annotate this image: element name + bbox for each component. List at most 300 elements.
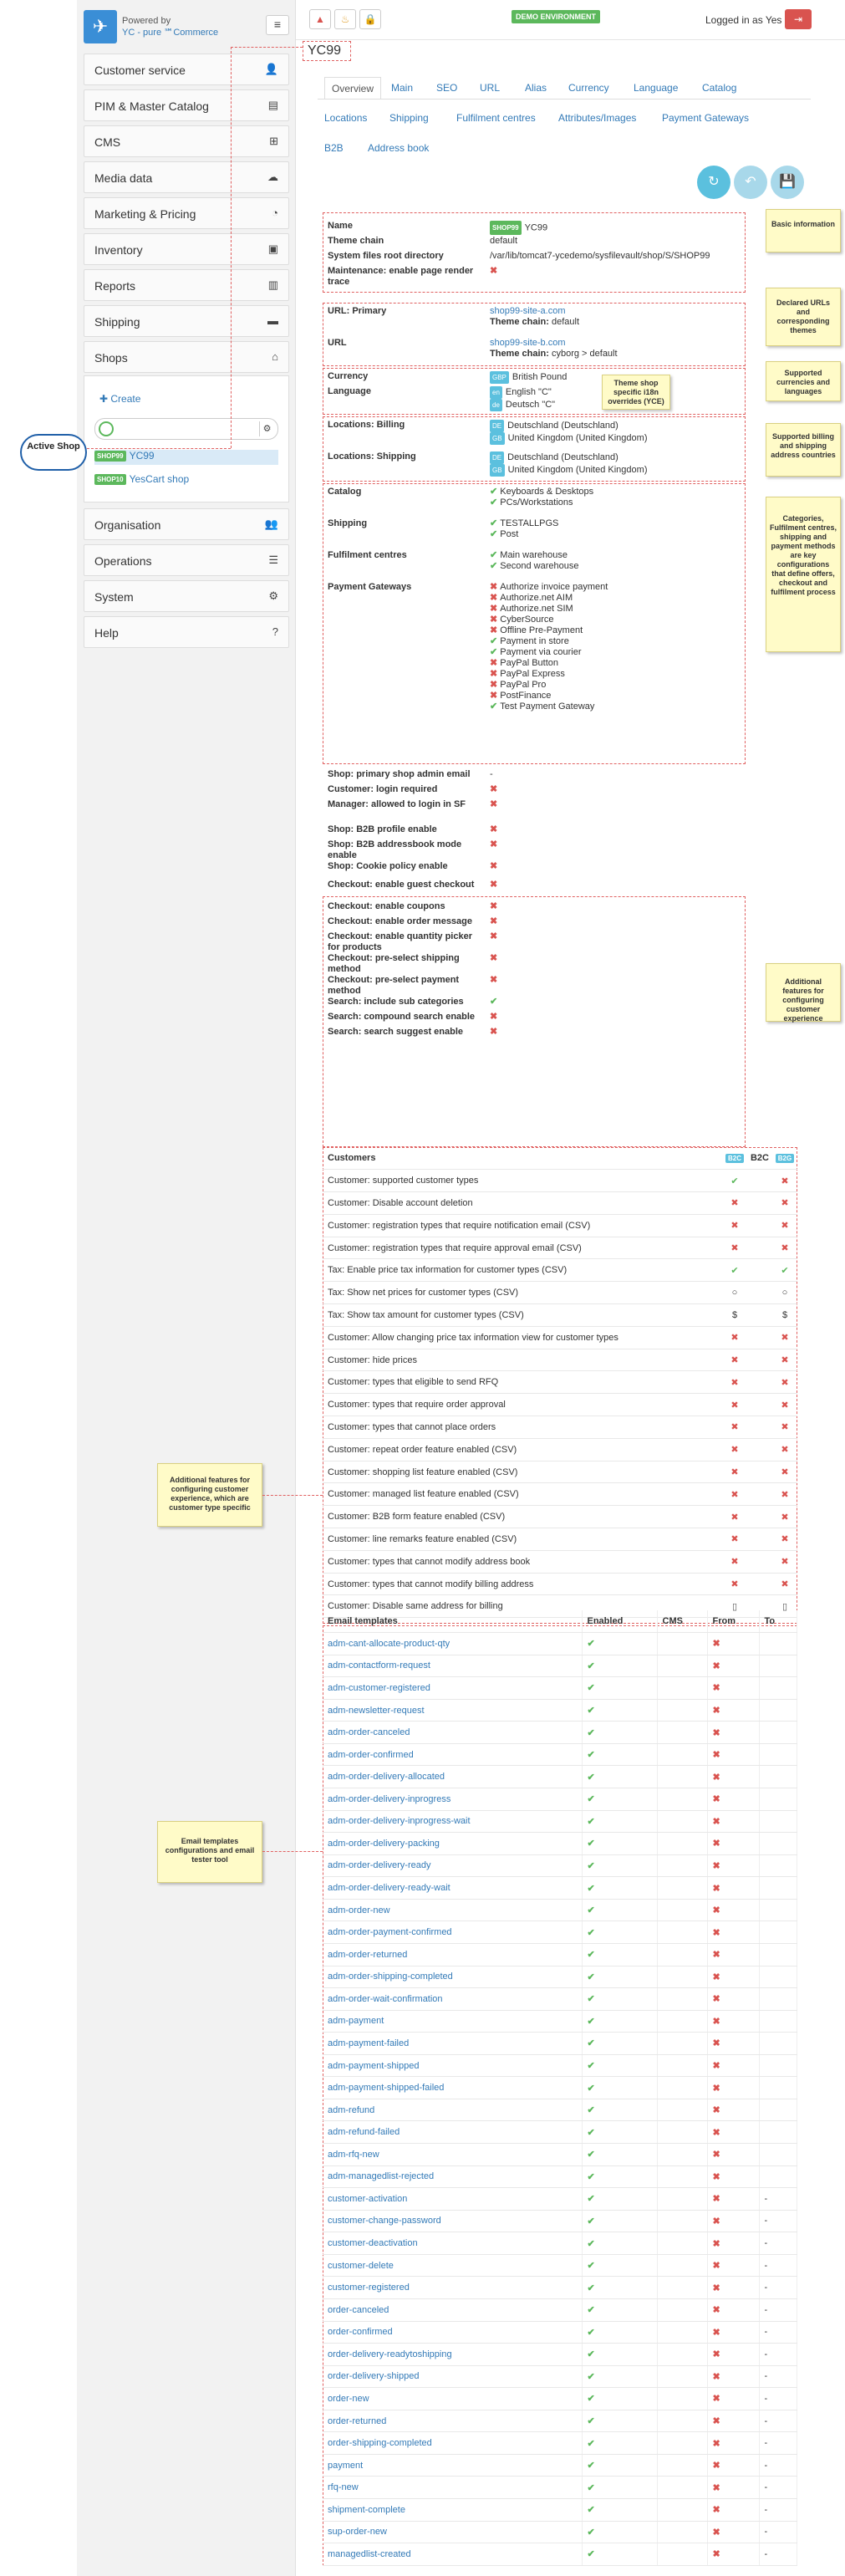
setting-b2c-value[interactable]: ✖ — [722, 1573, 747, 1595]
gear-icon[interactable]: ⚙ — [259, 421, 274, 436]
cms-cell — [657, 2254, 707, 2277]
customer-setting[interactable]: Tax: Show tax amount for customer types (CSV) — [323, 1304, 722, 1327]
cms-cell — [657, 2432, 707, 2455]
to-cell: - — [759, 2298, 797, 2321]
setting-b2g-value[interactable]: ✖ — [772, 1237, 797, 1259]
setting-b2g-value[interactable]: ✖ — [772, 1528, 797, 1551]
setting-b2g-value[interactable]: ✖ — [772, 1550, 797, 1573]
enabled-check-icon: ✔ — [582, 2210, 657, 2232]
table-row — [323, 1573, 797, 1595]
setting-b2g-value[interactable]: ✖ — [772, 1461, 797, 1483]
email-template-link[interactable]: order-shipping-completed — [323, 2432, 582, 2455]
from-cross-icon: ✖ — [707, 2477, 759, 2499]
setting-b2c-value[interactable]: $ — [722, 1304, 747, 1327]
enabled-check-icon: ✔ — [582, 1899, 657, 1921]
theme-chain-value: default — [551, 317, 579, 327]
lock-icon[interactable]: 🔒 — [359, 9, 381, 29]
brand-name[interactable]: YC - pure ℠Commerce — [122, 28, 219, 38]
check-icon: ✔ — [490, 518, 501, 528]
country-value: Deutschland (Deutschland) — [507, 452, 618, 462]
row-label: Search: compound search enable — [328, 1012, 476, 1022]
customer-setting[interactable]: Customer: line remarks feature enabled (CSV) — [323, 1528, 722, 1551]
from-cross-icon: ✖ — [707, 1833, 759, 1855]
from-cross-icon: ✖ — [707, 2232, 759, 2255]
setting-b2g-value[interactable]: ✔ — [772, 1259, 797, 1282]
cross-icon: ✖ — [490, 880, 498, 890]
email-template-link[interactable]: adm-order-canceled — [323, 1722, 582, 1744]
sidebar-item[interactable] — [84, 269, 289, 301]
cross-icon: ✖ — [490, 916, 498, 926]
setting-b2c-value[interactable]: ✔ — [722, 1259, 747, 1282]
email-template-link[interactable]: customer-change-password — [323, 2210, 582, 2232]
row-label: Currency — [328, 371, 369, 381]
shop-filter-input[interactable] — [94, 418, 278, 440]
setting-b2g-value[interactable]: ▯ — [772, 1595, 797, 1618]
country-badge: GB — [490, 432, 505, 445]
email-template-link[interactable]: adm-cant-allocate-product-qty — [323, 1633, 582, 1655]
to-cell — [759, 1633, 797, 1655]
enabled-check-icon: ✔ — [582, 2454, 657, 2477]
email-template-link[interactable]: managedlist-created — [323, 2543, 582, 2566]
email-template-link[interactable]: adm-order-wait-confirmation — [323, 1988, 582, 2011]
cms-cell — [657, 1966, 707, 1988]
sidebar-item[interactable] — [84, 341, 289, 373]
customer-setting[interactable]: Customer: managed list feature enabled (CSV) — [323, 1483, 722, 1506]
enabled-check-icon: ✔ — [582, 2365, 657, 2388]
table-row — [323, 1259, 797, 1282]
note-additional: Additional features for configuring customer experience — [766, 963, 841, 1022]
catalog-box — [323, 483, 746, 764]
sidebar-item-label: Shipping — [94, 315, 140, 329]
logo-icon[interactable]: ✈ — [84, 10, 117, 43]
row-label: Checkout: enable guest checkout — [328, 880, 475, 890]
customer-setting[interactable]: Customer: types that require order approval — [323, 1394, 722, 1416]
enabled-check-icon: ✔ — [582, 2277, 657, 2299]
cms-cell — [657, 2410, 707, 2432]
menu-toggle-button[interactable]: ≡ — [266, 15, 289, 35]
email-template-link[interactable]: adm-payment-shipped-failed — [323, 2077, 582, 2099]
row-label: Manager: allowed to login in SF — [328, 799, 466, 809]
email-template-link[interactable]: shipment-complete — [323, 2499, 582, 2522]
from-cross-icon: ✖ — [707, 2277, 759, 2299]
note-basic: Basic information — [766, 209, 841, 252]
country-badge: DE — [490, 451, 504, 464]
tab-main[interactable]: Main — [391, 82, 414, 94]
enabled-check-icon: ✔ — [582, 1966, 657, 1988]
table-row — [323, 1677, 797, 1700]
setting-b2c-value[interactable]: ○ — [722, 1282, 747, 1304]
cross-icon: ✖ — [490, 582, 501, 592]
connector-line — [231, 47, 303, 48]
email-template-link[interactable]: adm-customer-registered — [323, 1677, 582, 1700]
sidebar-item-label: Inventory — [94, 243, 143, 257]
from-cross-icon: ✖ — [707, 2188, 759, 2211]
cms-cell — [657, 2165, 707, 2188]
check-icon: ✔ — [490, 636, 501, 646]
cross-icon: ✖ — [490, 669, 501, 679]
customer-setting[interactable]: Customer: B2B form feature enabled (CSV) — [323, 1506, 722, 1528]
tab-overview[interactable]: Overview — [324, 77, 381, 99]
email-template-link[interactable]: order-canceled — [323, 2298, 582, 2321]
to-cell — [759, 1921, 797, 1944]
email-template-link[interactable]: payment — [323, 2454, 582, 2477]
customer-setting[interactable]: Customer: repeat order feature enabled (CSV) — [323, 1438, 722, 1461]
bar-chart-icon: ▥ — [267, 278, 278, 291]
from-cross-icon: ✖ — [707, 2033, 759, 2055]
to-cell: - — [759, 2232, 797, 2255]
email-template-link[interactable]: rfq-new — [323, 2477, 582, 2499]
customer-setting[interactable]: Customer: Disable same address for billing — [323, 1595, 722, 1618]
cms-cell — [657, 2499, 707, 2522]
row-label: Theme chain — [328, 236, 384, 246]
create-shop-link[interactable]: ✚ Create — [99, 393, 141, 405]
to-cell — [759, 2077, 797, 2099]
email-template-link[interactable]: adm-payment-shipped — [323, 2054, 582, 2077]
table-row — [323, 2410, 797, 2432]
setting-b2c-value[interactable]: ✖ — [722, 1394, 747, 1416]
note-urls: Declared URLs and corresponding themes — [766, 288, 841, 346]
customer-setting[interactable]: Customer: types that cannot modify address book — [323, 1550, 722, 1573]
tab-b-b[interactable]: B2B — [324, 142, 344, 154]
undo-button[interactable]: ↶ — [734, 166, 767, 199]
home-icon: ⌂ — [272, 350, 278, 363]
tab-currency[interactable]: Currency — [568, 82, 609, 94]
url-primary-link[interactable]: shop99-site-a.com — [490, 306, 566, 316]
from-cross-icon: ✖ — [707, 2499, 759, 2522]
from-cross-icon: ✖ — [707, 2432, 759, 2455]
from-cross-icon: ✖ — [707, 2165, 759, 2188]
table-row — [323, 2477, 797, 2499]
enabled-check-icon: ✔ — [582, 1921, 657, 1944]
table-row — [323, 1192, 797, 1215]
table-row — [323, 2521, 797, 2543]
setting-b2c-value[interactable]: ▯ — [722, 1595, 747, 1618]
email-template-link[interactable]: adm-payment — [323, 2010, 582, 2033]
urls-box — [323, 303, 746, 366]
email-template-link[interactable]: adm-order-returned — [323, 1943, 582, 1966]
tab-payment-gateways[interactable]: Payment Gateways — [662, 112, 750, 124]
email-template-link[interactable]: order-delivery-readytoshipping — [323, 2344, 582, 2366]
shop-item-active[interactable]: SHOP99 YC99 — [94, 450, 278, 465]
customer-setting[interactable]: Customer: types that eligible to send RFQ — [323, 1371, 722, 1394]
cms-cell — [657, 2388, 707, 2410]
row-label: Shipping — [328, 518, 368, 528]
email-template-link[interactable]: adm-refund-failed — [323, 2121, 582, 2144]
setting-b2g-value[interactable]: ✖ — [772, 1349, 797, 1371]
table-row — [323, 1788, 797, 1811]
sidebar-item[interactable] — [84, 125, 289, 157]
list-value: Post — [500, 529, 519, 539]
customer-setting[interactable]: Tax: Show net prices for customer types (CSV) — [323, 1282, 722, 1304]
email-template-link[interactable]: order-new — [323, 2388, 582, 2410]
setting-b2g-value[interactable]: ✖ — [772, 1394, 797, 1416]
email-template-link[interactable]: customer-delete — [323, 2254, 582, 2277]
payment-gateway: Authorize invoice payment — [500, 582, 608, 592]
to-cell: - — [759, 2521, 797, 2543]
customers-header: Customers — [323, 1147, 722, 1170]
spacer-cell — [747, 1371, 772, 1394]
setting-b2c-value[interactable]: ✖ — [722, 1371, 747, 1394]
email-header: To — [759, 1610, 797, 1633]
theme-value: default — [490, 236, 518, 246]
from-cross-icon: ✖ — [707, 1722, 759, 1744]
row-label: URL — [328, 338, 347, 348]
enabled-check-icon: ✔ — [582, 1677, 657, 1700]
enabled-check-icon: ✔ — [582, 2188, 657, 2211]
from-cross-icon: ✖ — [707, 1766, 759, 1788]
to-cell — [759, 1655, 797, 1677]
cross-icon: ✖ — [490, 615, 501, 625]
email-template-link[interactable]: adm-contactform-request — [323, 1655, 582, 1677]
table-row — [323, 1237, 797, 1259]
setting-b2c-value[interactable]: ✖ — [722, 1550, 747, 1573]
enabled-check-icon: ✔ — [582, 1633, 657, 1655]
table-row — [323, 2543, 797, 2566]
save-button[interactable]: 💾 — [771, 166, 804, 199]
country-badge: DE — [490, 420, 504, 432]
setting-b2g-value[interactable]: $ — [772, 1304, 797, 1327]
table-row — [323, 2054, 797, 2077]
setting-b2c-value[interactable]: ✖ — [722, 1461, 747, 1483]
customer-setting[interactable]: Customer: types that cannot place orders — [323, 1416, 722, 1439]
from-cross-icon: ✖ — [707, 2521, 759, 2543]
table-row — [323, 2232, 797, 2255]
email-template-link[interactable]: adm-payment-failed — [323, 2033, 582, 2055]
from-cross-icon: ✖ — [707, 1988, 759, 2011]
from-cross-icon: ✖ — [707, 2010, 759, 2033]
payment-gateway: Payment in store — [500, 636, 569, 646]
from-cross-icon: ✖ — [707, 1966, 759, 1988]
email-template-link[interactable]: adm-order-delivery-inprogress-wait — [323, 1810, 582, 1833]
connector-line — [231, 47, 232, 448]
setting-b2g-value[interactable]: ✖ — [772, 1483, 797, 1506]
customer-setting[interactable]: Customer: registration types that require approval email (CSV) — [323, 1237, 722, 1259]
cms-cell — [657, 1854, 707, 1877]
payment-gateway: CyberSource — [500, 615, 554, 625]
email-template-link[interactable]: adm-order-delivery-ready — [323, 1854, 582, 1877]
setting-b2g-value[interactable]: ✖ — [772, 1416, 797, 1439]
row-label: Search: search suggest enable — [328, 1027, 464, 1037]
setting-b2g-value[interactable]: ✖ — [772, 1192, 797, 1215]
setting-b2g-value[interactable]: ✖ — [772, 1438, 797, 1461]
tab-language[interactable]: Language — [634, 82, 679, 94]
customer-setting[interactable]: Customer: Disable account deletion — [323, 1192, 722, 1215]
setting-b2c-value[interactable]: ✖ — [722, 1192, 747, 1215]
alert-icon[interactable]: ▲ — [309, 9, 331, 29]
setting-b2g-value[interactable]: ✖ — [772, 1573, 797, 1595]
flask-icon[interactable]: ♨ — [334, 9, 356, 29]
email-template-link[interactable]: order-delivery-shipped — [323, 2365, 582, 2388]
customer-setting[interactable]: Customer: shopping list feature enabled (CSV) — [323, 1461, 722, 1483]
setting-b2c-value[interactable]: ✖ — [722, 1438, 747, 1461]
cms-cell — [657, 1743, 707, 1766]
email-template-link[interactable]: customer-deactivation — [323, 2232, 582, 2255]
cms-cell — [657, 1833, 707, 1855]
email-template-link[interactable]: adm-order-payment-confirmed — [323, 1921, 582, 1944]
cross-icon: ✖ — [490, 266, 498, 276]
tab-catalog[interactable]: Catalog — [702, 82, 737, 94]
table-row — [323, 1416, 797, 1439]
email-template-link[interactable]: adm-refund — [323, 2099, 582, 2121]
table-row — [323, 1214, 797, 1237]
setting-b2c-value[interactable]: ✖ — [722, 1483, 747, 1506]
row-label: Search: include sub categories — [328, 997, 464, 1007]
to-cell — [759, 2099, 797, 2121]
tab-seo[interactable]: SEO — [436, 82, 458, 94]
check-icon: ✔ — [490, 487, 501, 497]
table-row — [323, 1655, 797, 1677]
tab-address-book[interactable]: Address book — [368, 142, 430, 154]
table-row — [323, 1943, 797, 1966]
setting-b2g-value[interactable]: ✖ — [772, 1214, 797, 1237]
sidebar-item[interactable] — [84, 508, 289, 540]
enabled-check-icon: ✔ — [582, 2099, 657, 2121]
setting-b2g-value[interactable]: ✖ — [772, 1371, 797, 1394]
table-row — [323, 2321, 797, 2344]
email-template-link[interactable]: order-returned — [323, 2410, 582, 2432]
shop-item[interactable]: SHOP10 YesCart shop — [94, 473, 189, 488]
sidebar-item[interactable] — [84, 89, 289, 121]
row-label: Checkout: pre-select payment method — [328, 975, 460, 996]
setting-b2c-value[interactable]: ✖ — [722, 1416, 747, 1439]
to-cell: - — [759, 2210, 797, 2232]
email-template-link[interactable]: adm-order-delivery-packing — [323, 1833, 582, 1855]
filter-toggle-icon[interactable] — [99, 421, 114, 436]
email-template-link[interactable]: customer-activation — [323, 2188, 582, 2211]
setting-b2c-value[interactable]: ✖ — [722, 1214, 747, 1237]
logout-button[interactable]: ⇥ — [785, 9, 812, 29]
check-icon: ✔ — [490, 497, 501, 508]
table-row — [323, 1854, 797, 1877]
email-template-link[interactable]: customer-registered — [323, 2277, 582, 2299]
email-header: From — [707, 1610, 759, 1633]
setting-b2c-value[interactable]: ✖ — [722, 1528, 747, 1551]
customer-setting[interactable]: Tax: Enable price tax information for customer types (CSV) — [323, 1259, 722, 1282]
table-row — [323, 1483, 797, 1506]
row-label: Payment Gateways — [328, 582, 412, 592]
customer-setting[interactable]: Customer: supported customer types — [323, 1170, 722, 1192]
url-link[interactable]: shop99-site-b.com — [490, 338, 566, 348]
from-cross-icon: ✖ — [707, 2321, 759, 2344]
cms-cell — [657, 2477, 707, 2499]
currency-value: British Pound — [512, 372, 568, 382]
table-row — [323, 2165, 797, 2188]
enabled-check-icon: ✔ — [582, 2521, 657, 2543]
sidebar-item-label: Reports — [94, 279, 136, 293]
to-cell — [759, 1810, 797, 1833]
refresh-button[interactable]: ↻ — [697, 166, 730, 199]
enabled-check-icon: ✔ — [582, 1766, 657, 1788]
email-template-link[interactable]: adm-order-confirmed — [323, 1743, 582, 1766]
cross-icon: ✖ — [490, 861, 498, 871]
to-cell — [759, 1966, 797, 1988]
email-template-link[interactable]: sup-order-new — [323, 2521, 582, 2543]
email-template-link[interactable]: adm-order-new — [323, 1899, 582, 1921]
tab-attributes-images[interactable]: Attributes/Images — [558, 112, 637, 124]
email-template-link[interactable]: adm-order-delivery-inprogress — [323, 1788, 582, 1811]
to-cell — [759, 2010, 797, 2033]
sidebar-item-label: Marketing & Pricing — [94, 207, 196, 221]
enabled-check-icon: ✔ — [582, 2344, 657, 2366]
to-cell: - — [759, 2410, 797, 2432]
cross-icon: ✖ — [490, 658, 501, 668]
row-value: - — [490, 769, 493, 779]
sidebar-item[interactable] — [84, 233, 289, 265]
setting-b2g-value[interactable]: ✖ — [772, 1506, 797, 1528]
from-cross-icon: ✖ — [707, 2388, 759, 2410]
list-value: Keyboards & Desktops — [500, 487, 594, 497]
customer-setting[interactable]: Customer: hide prices — [323, 1349, 722, 1371]
tab-shipping[interactable]: Shipping — [389, 112, 429, 124]
to-cell — [759, 1833, 797, 1855]
enabled-check-icon: ✔ — [582, 2144, 657, 2166]
row-label: Locations: Billing — [328, 420, 405, 430]
customer-setting[interactable]: Customer: types that cannot modify billing address — [323, 1573, 722, 1595]
connector-line — [262, 1495, 323, 1496]
tab-fulfilment-centres[interactable]: Fulfilment centres — [456, 112, 536, 124]
table-row — [323, 1699, 797, 1722]
customer-setting[interactable]: Customer: Allow changing price tax information view for customer types — [323, 1326, 722, 1349]
tab-url[interactable]: URL — [480, 82, 501, 94]
from-cross-icon: ✖ — [707, 1655, 759, 1677]
table-row — [323, 2432, 797, 2455]
shop-name: YC99 — [524, 222, 548, 233]
sidebar-item[interactable] — [84, 197, 289, 229]
setting-b2g-value[interactable]: ✖ — [772, 1170, 797, 1192]
sidebar-item[interactable] — [84, 544, 289, 576]
table-row — [323, 1810, 797, 1833]
setting-b2c-value[interactable]: ✖ — [722, 1237, 747, 1259]
setting-b2g-value[interactable]: ✖ — [772, 1326, 797, 1349]
email-template-link[interactable]: adm-rfq-new — [323, 2144, 582, 2166]
row-value — [490, 861, 741, 872]
cms-cell — [657, 1677, 707, 1700]
sidebar-item[interactable] — [84, 616, 289, 648]
email-template-link[interactable]: adm-newsletter-request — [323, 1699, 582, 1722]
enabled-check-icon: ✔ — [582, 2298, 657, 2321]
to-cell — [759, 1699, 797, 1722]
payment-gateway: Authorize.net AIM — [500, 593, 573, 603]
tab-locations[interactable]: Locations — [324, 112, 368, 124]
email-template-link[interactable]: adm-order-shipping-completed — [323, 1966, 582, 1988]
setting-b2g-value[interactable]: ○ — [772, 1282, 797, 1304]
row-label: Checkout: enable quantity picker for products — [328, 931, 472, 952]
sidebar-item[interactable] — [84, 161, 289, 193]
email-template-link[interactable]: order-confirmed — [323, 2321, 582, 2344]
setting-b2c-value[interactable]: ✖ — [722, 1326, 747, 1349]
email-template-link[interactable]: adm-order-delivery-ready-wait — [323, 1877, 582, 1900]
row-label: Maintenance: enable page render trace — [328, 266, 474, 287]
enabled-check-icon: ✔ — [582, 2054, 657, 2077]
theme-chain-label: Theme chain: — [490, 349, 549, 359]
cms-cell — [657, 2454, 707, 2477]
sidebar-item[interactable] — [84, 580, 289, 612]
tab-alias[interactable]: Alias — [525, 82, 547, 94]
setting-b2c-value[interactable]: ✖ — [722, 1349, 747, 1371]
table-row — [323, 2121, 797, 2144]
customer-setting[interactable]: Customer: registration types that require notification email (CSV) — [323, 1214, 722, 1237]
sidebar-item[interactable] — [84, 305, 289, 337]
email-template-link[interactable]: adm-order-delivery-allocated — [323, 1766, 582, 1788]
from-cross-icon: ✖ — [707, 2365, 759, 2388]
sidebar-item[interactable] — [84, 54, 289, 85]
to-cell — [759, 1943, 797, 1966]
email-template-link[interactable]: adm-managedlist-rejected — [323, 2165, 582, 2188]
cms-cell — [657, 1943, 707, 1966]
setting-b2c-value[interactable]: ✔ — [722, 1170, 747, 1192]
cms-cell — [657, 1788, 707, 1811]
setting-b2c-value[interactable]: ✖ — [722, 1506, 747, 1528]
